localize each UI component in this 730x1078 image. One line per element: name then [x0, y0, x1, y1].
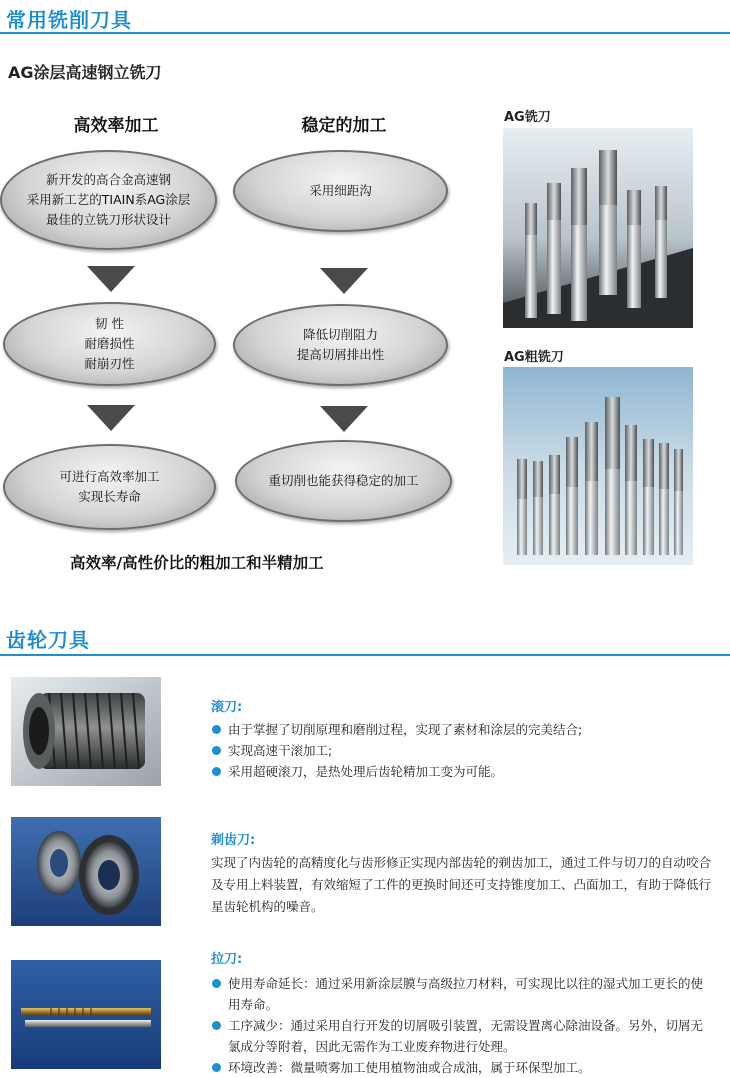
conclusion-text: 高效率/高性价比的粗加工和半精加工	[70, 554, 324, 572]
shaving-cutter-photo-icon	[11, 817, 161, 926]
list-item-text: 使用寿命延长：通过采用新涂层膜与高级拉刀材料，可实现比以往的湿式加工更长的使用寿命。	[228, 976, 704, 1012]
hob-photo-icon	[11, 677, 161, 786]
item-title-hob: 滚刀:	[211, 700, 243, 715]
section-title: 齿轮刀具	[6, 628, 90, 652]
list-item	[211, 719, 711, 740]
hob-feature-list	[211, 719, 711, 782]
broach-photo-icon	[11, 960, 161, 1069]
bullet-icon	[212, 1021, 221, 1030]
list-item-text: 环境改善：微量喷雾加工使用植物油或合成油，属于环保型加工。	[228, 1060, 591, 1075]
right-feature-box-1	[233, 150, 448, 232]
feature-line: 降低切削阻力	[302, 327, 378, 342]
feature-line: 采用细距沟	[309, 183, 372, 198]
feature-line: 可进行高效率加工	[59, 469, 160, 484]
left-column-heading: 高效率加工	[73, 116, 159, 136]
feature-line: 耐崩刃性	[84, 356, 135, 371]
down-arrow-icon	[87, 405, 135, 431]
feature-line: 提高切屑排出性	[296, 347, 385, 362]
shaving-cutter-description: 实现了内齿轮的高精度化与齿形修正实现内部齿轮的剃齿加工，通过工件与切刀的自动咬合及专用上料装置，有效缩短了工件的更换时间还可支持锥度加工、凸面加工，有助于降低行星齿轮机构的噪音。	[211, 855, 712, 914]
list-item	[211, 740, 711, 761]
bullet-icon	[212, 979, 221, 988]
end-mill-photo-icon	[503, 128, 693, 328]
bullet-icon	[212, 725, 221, 734]
section-header-gear	[0, 620, 730, 656]
list-item	[211, 1057, 711, 1078]
right-feature-box-3	[235, 440, 452, 522]
photo-caption: AG粗铣刀	[504, 350, 564, 365]
list-item	[211, 761, 711, 782]
item-title-shaving-cutter: 剃齿刀:	[211, 833, 256, 848]
left-feature-box-2	[3, 302, 216, 386]
broach-feature-list	[211, 973, 711, 1078]
left-feature-box-1	[0, 150, 217, 250]
down-arrow-icon	[87, 266, 135, 292]
down-arrow-icon	[320, 406, 368, 432]
photo-caption: AG铣刀	[504, 110, 551, 125]
feature-line: 采用新工艺的TIAIN系AG涂层	[26, 192, 191, 207]
product-subtitle: AG涂层高速钢立铣刀	[8, 63, 162, 82]
bullet-icon	[212, 746, 221, 755]
list-item	[211, 973, 711, 1015]
bullet-icon	[212, 1063, 221, 1072]
down-arrow-icon	[320, 268, 368, 294]
feature-line: 新开发的高合金高速钢	[45, 172, 171, 187]
list-item-text: 工序减少：通过采用自行开发的切屑吸引装置，无需设置离心除油设备。另外，切屑无氯成分等附着，因此无需作为工业废弃物进行处理。	[228, 1018, 704, 1054]
item-title-broach: 拉刀:	[211, 952, 243, 967]
feature-line: 重切削也能获得稳定的加工	[268, 473, 419, 488]
list-item	[211, 1015, 711, 1057]
right-column-heading: 稳定的加工	[301, 116, 387, 136]
list-item-text: 由于掌握了切削原理和磨削过程，实现了素材和涂层的完美结合;	[228, 722, 583, 737]
feature-line: 韧 性	[95, 316, 124, 331]
feature-line: 实现长寿命	[78, 489, 141, 504]
section-header-milling	[0, 0, 730, 34]
section-title: 常用铣削刀具	[6, 8, 132, 32]
list-item-text: 实现高速干滚加工;	[228, 743, 333, 758]
feature-line: 最佳的立铣刀形状设计	[45, 212, 171, 227]
right-feature-box-2	[233, 304, 448, 386]
feature-line: 耐磨损性	[84, 336, 135, 351]
list-item-text: 采用超硬滚刀，是热处理后齿轮精加工变为可能。	[228, 764, 504, 779]
left-feature-box-3	[3, 444, 216, 530]
bullet-icon	[212, 767, 221, 776]
roughing-end-mill-photo-icon	[503, 367, 693, 565]
